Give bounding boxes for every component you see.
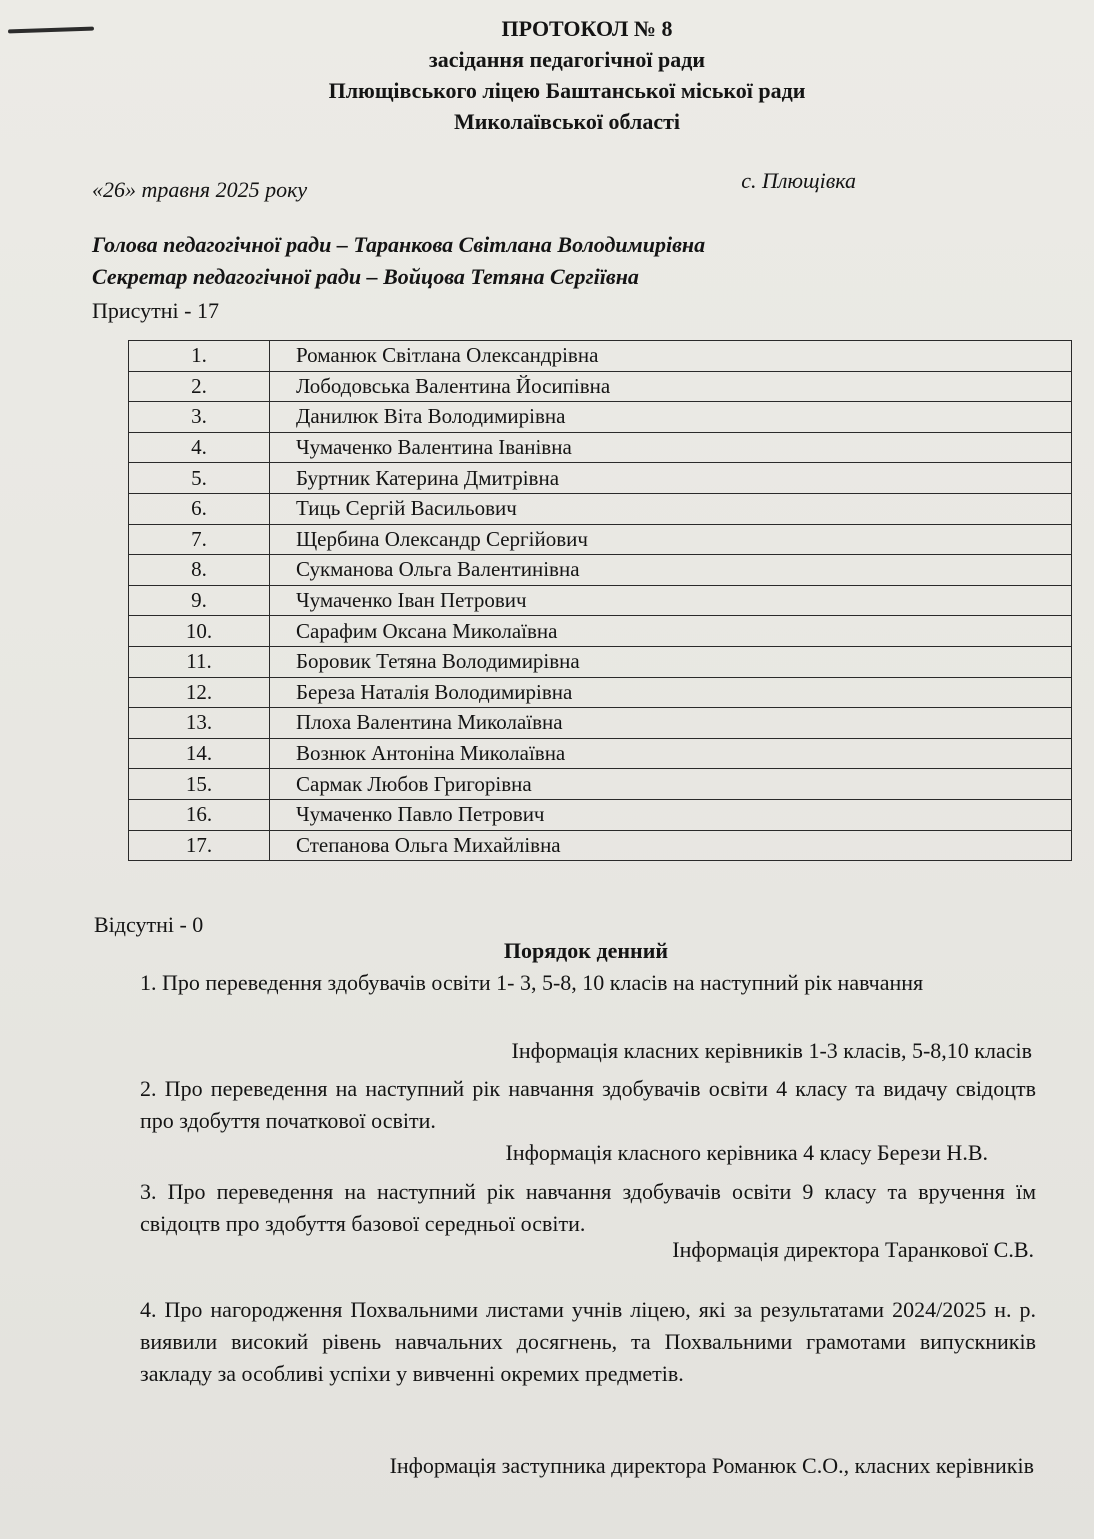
table-row	[129, 524, 1072, 555]
table-row	[129, 616, 1072, 647]
region-name: Миколаївської області	[453, 109, 680, 134]
table-row	[129, 463, 1072, 494]
attendee-number: 13.	[129, 708, 270, 739]
attendee-number: 2.	[129, 371, 270, 402]
chair-line: Голова педагогічної ради – Таранкова Світлана Володимирівна	[92, 232, 706, 257]
attendee-name: Сарафим Оксана Миколаївна	[270, 616, 1072, 647]
attendee-name: Щербина Олександр Сергійович	[270, 524, 1072, 555]
attendee-number: 9.	[129, 585, 270, 616]
attendee-number: 1.	[129, 341, 270, 372]
attendee-name: Чумаченко Павло Петрович	[270, 799, 1072, 830]
agenda-item-2-info: Інформація класного керівника 4 класу Берези Н.В.	[505, 1140, 988, 1165]
attendee-name: Данилюк Віта Володимирівна	[270, 402, 1072, 433]
secretary-line: Секретар педагогічної ради – Войцова Тетяна Сергіївна	[92, 264, 639, 289]
attendee-name: Сармак Любов Григорівна	[270, 769, 1072, 800]
table-row	[129, 402, 1072, 433]
attendees-table	[128, 340, 1072, 861]
attendee-name: Буртник Катерина Дмитрівна	[270, 463, 1072, 494]
attendee-name: Сукманова Ольга Валентинівна	[270, 555, 1072, 586]
attendee-name: Боровик Тетяна Володимирівна	[270, 646, 1072, 677]
table-row	[129, 830, 1072, 861]
meeting-place: с. Плющівка	[741, 168, 856, 193]
attendee-name: Тиць Сергій Васильович	[270, 493, 1072, 524]
attendee-name: Плоха Валентина Миколаївна	[270, 708, 1072, 739]
table-row	[129, 371, 1072, 402]
table-row	[129, 555, 1072, 586]
agenda-item-3: 3. Про переведення на наступний рік навчання здобувачів освіти 9 класу та вручення їм свідоцтв про здобуття базової середньої освіти.	[140, 1179, 1036, 1236]
attendee-number: 17.	[129, 830, 270, 861]
attendee-name: Лободовська Валентина Йосипівна	[270, 371, 1072, 402]
attendee-name: Чумаченко Валентина Іванівна	[270, 432, 1072, 463]
agenda-item-3-info: Інформація директора Таранкової С.В.	[672, 1237, 1034, 1262]
meeting-type: засідання педагогічної ради	[428, 47, 706, 72]
attendee-number: 12.	[129, 677, 270, 708]
table-row	[129, 738, 1072, 769]
attendee-name: Степанова Ольга Михайлівна	[270, 830, 1072, 861]
attendee-number: 7.	[129, 524, 270, 555]
attendee-name: Романюк Світлана Олександрівна	[270, 341, 1072, 372]
table-row	[129, 799, 1072, 830]
table-row	[129, 493, 1072, 524]
attendee-name: Чумаченко Іван Петрович	[270, 585, 1072, 616]
attendee-number: 8.	[129, 555, 270, 586]
agenda-item-1-info: Інформація класних керівників 1-3 класів, 5-8,10 класів	[511, 1038, 1032, 1063]
agenda-item-1: 1. Про переведення здобувачів освіти 1- 3, 5-8, 10 класів на наступний рік навчання	[140, 970, 924, 995]
table-row	[129, 646, 1072, 677]
attendee-number: 10.	[129, 616, 270, 647]
table-row	[129, 708, 1072, 739]
protocol-title: ПРОТОКОЛ № 8	[501, 16, 673, 41]
meeting-date: «26» травня 2025 року	[92, 177, 308, 202]
attendee-number: 11.	[129, 646, 270, 677]
attendee-name: Вознюк Антоніна Миколаївна	[270, 738, 1072, 769]
institution-name: Плющівського ліцею Баштанської міської ради	[328, 78, 806, 103]
agenda-item-4-info: Інформація заступника директора Романюк С.О., класних керівників	[389, 1453, 1034, 1478]
table-row	[129, 769, 1072, 800]
attendee-number: 14.	[129, 738, 270, 769]
attendee-number: 15.	[129, 769, 270, 800]
attendee-name: Береза Наталія Володимирівна	[270, 677, 1072, 708]
attendee-number: 6.	[129, 493, 270, 524]
attendee-number: 3.	[129, 402, 270, 433]
table-row	[129, 432, 1072, 463]
absent-count: Відсутні - 0	[94, 912, 204, 937]
table-row	[129, 341, 1072, 372]
table-row	[129, 585, 1072, 616]
table-row	[129, 677, 1072, 708]
attendee-number: 16.	[129, 799, 270, 830]
agenda-title: Порядок денний	[503, 938, 669, 963]
agenda-item-2: 2. Про переведення на наступний рік навчання здобувачів освіти 4 класу та видачу свідоцтв про здобуття початкової освіти.	[140, 1076, 1036, 1133]
agenda-item-4: 4. Про нагородження Похвальними листами учнів ліцею, які за результатами 2024/2025 н. р. виявили високий рівень навчальних досягнень, та Похвальними грамотами випускників закладу за особливі успіхи у вивченні окремих предметів.	[140, 1297, 1036, 1386]
attendee-number: 4.	[129, 432, 270, 463]
attendee-number: 5.	[129, 463, 270, 494]
present-count: Присутні - 17	[92, 298, 219, 323]
